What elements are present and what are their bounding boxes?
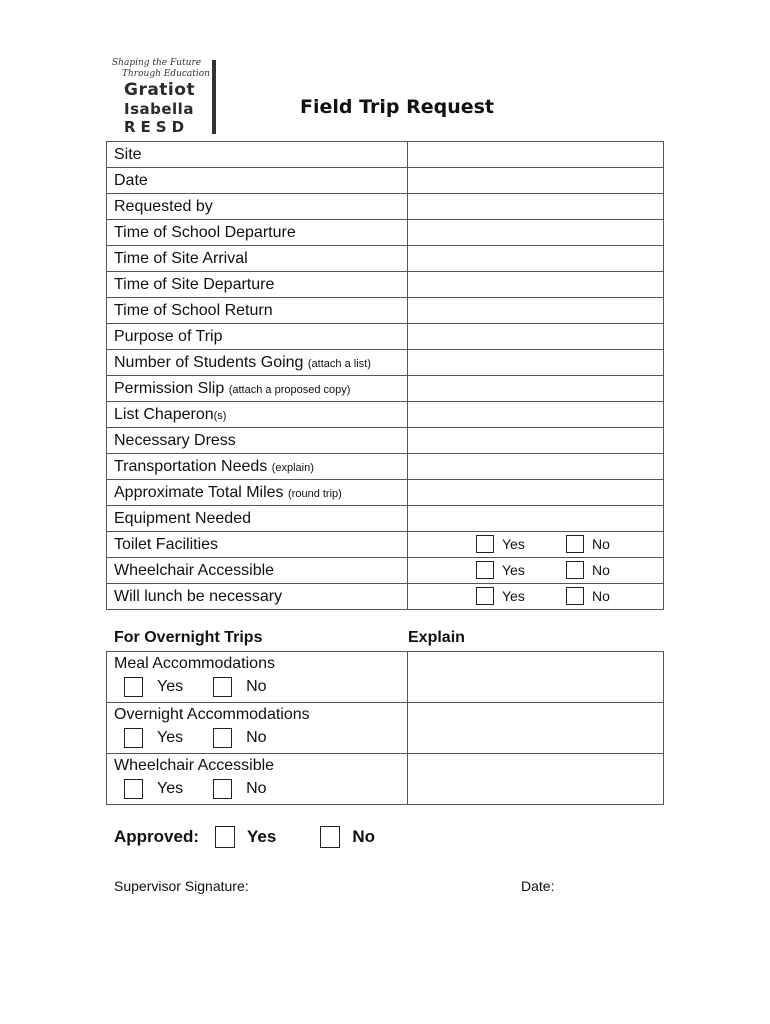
yes-label: Yes bbox=[502, 588, 525, 604]
meal-explain-field[interactable] bbox=[408, 652, 664, 703]
row-label bbox=[107, 454, 408, 480]
logo-name-resd: RESD bbox=[124, 118, 190, 136]
yes-checkbox[interactable] bbox=[476, 587, 494, 605]
yes-option[interactable] bbox=[476, 561, 525, 579]
row-label-text: Transportation Needs bbox=[114, 457, 268, 475]
form-row bbox=[107, 402, 664, 428]
row-label bbox=[107, 428, 408, 454]
overnight-row bbox=[107, 754, 664, 805]
overnight-row bbox=[107, 652, 664, 703]
row-note: (attach a list) bbox=[307, 357, 371, 370]
row-label: Wheelchair Accessible bbox=[107, 558, 408, 584]
date-label: Date: bbox=[521, 878, 555, 894]
row-note: (explain) bbox=[271, 461, 314, 474]
yes-checkbox[interactable] bbox=[476, 535, 494, 553]
approved-label: Approved: bbox=[114, 827, 199, 846]
form-row bbox=[107, 142, 664, 168]
no-checkbox[interactable] bbox=[213, 779, 232, 799]
site-departure-field[interactable] bbox=[408, 272, 664, 298]
site-arrival-field[interactable] bbox=[408, 246, 664, 272]
overnight-item bbox=[107, 652, 408, 703]
no-label: No bbox=[592, 536, 610, 552]
yes-label: Yes bbox=[502, 562, 525, 578]
no-option[interactable] bbox=[566, 561, 610, 579]
number-of-students-field[interactable] bbox=[408, 350, 664, 376]
yes-no-cell bbox=[408, 584, 664, 610]
approved-no-checkbox[interactable] bbox=[320, 826, 340, 848]
yes-label: Yes bbox=[157, 729, 184, 746]
overnight-item-label: Meal Accommodations bbox=[114, 655, 275, 672]
accommodations-explain-field[interactable] bbox=[408, 703, 664, 754]
row-label bbox=[107, 402, 408, 428]
logo-name-gratiot: Gratiot bbox=[124, 80, 196, 100]
permission-slip-field[interactable] bbox=[408, 376, 664, 402]
no-checkbox[interactable] bbox=[566, 535, 584, 553]
row-label bbox=[107, 480, 408, 506]
overnight-item bbox=[107, 703, 408, 754]
logo-divider-bar bbox=[212, 60, 216, 134]
yes-no-row bbox=[107, 532, 664, 558]
row-label-text: Equipment Needed bbox=[114, 509, 251, 527]
form-row bbox=[107, 428, 664, 454]
row-label-text: Purpose of Trip bbox=[114, 327, 223, 345]
form-row bbox=[107, 480, 664, 506]
form-row bbox=[107, 298, 664, 324]
row-label: Toilet Facilities bbox=[107, 532, 408, 558]
form-row bbox=[107, 350, 664, 376]
row-label-text: Time of Site Departure bbox=[114, 275, 275, 293]
gratiot-isabella-resd-logo bbox=[112, 58, 216, 134]
yes-label: Yes bbox=[157, 678, 184, 695]
row-label-text: Time of School Return bbox=[114, 301, 273, 319]
row-label bbox=[107, 246, 408, 272]
form-row bbox=[107, 454, 664, 480]
purpose-field[interactable] bbox=[408, 324, 664, 350]
yes-no-cell bbox=[408, 558, 664, 584]
overnight-table bbox=[106, 651, 664, 805]
row-note: (attach a proposed copy) bbox=[228, 383, 351, 396]
chaperon-field[interactable] bbox=[408, 402, 664, 428]
approval-section bbox=[114, 826, 375, 848]
row-label bbox=[107, 168, 408, 194]
row-label-text: Time of School Departure bbox=[114, 223, 296, 241]
yes-label: Yes bbox=[502, 536, 525, 552]
yes-checkbox[interactable] bbox=[476, 561, 494, 579]
row-label bbox=[107, 506, 408, 532]
approved-yes-label: Yes bbox=[247, 827, 277, 846]
form-row bbox=[107, 272, 664, 298]
logo-tagline bbox=[112, 58, 210, 80]
row-label bbox=[107, 350, 408, 376]
wheelchair-explain-field[interactable] bbox=[408, 754, 664, 805]
no-checkbox[interactable] bbox=[566, 587, 584, 605]
no-option[interactable] bbox=[566, 535, 610, 553]
supervisor-signature-label: Supervisor Signature: bbox=[114, 878, 249, 894]
row-label: Will lunch be necessary bbox=[107, 584, 408, 610]
explain-heading: Explain bbox=[408, 629, 465, 646]
row-label-text: Site bbox=[114, 145, 142, 163]
overnight-options bbox=[114, 728, 400, 748]
logo-name-isabella: Isabella bbox=[124, 100, 194, 118]
no-checkbox[interactable] bbox=[566, 561, 584, 579]
requested-by-field[interactable] bbox=[408, 194, 664, 220]
no-label: No bbox=[592, 588, 610, 604]
yes-checkbox[interactable] bbox=[124, 677, 143, 697]
yes-checkbox[interactable] bbox=[124, 728, 143, 748]
row-label-text: Date bbox=[114, 171, 148, 189]
form-row bbox=[107, 194, 664, 220]
yes-checkbox[interactable] bbox=[124, 779, 143, 799]
total-miles-field[interactable] bbox=[408, 480, 664, 506]
no-option[interactable] bbox=[566, 587, 610, 605]
row-label-text: Approximate Total Miles bbox=[114, 483, 284, 501]
page-title: Field Trip Request bbox=[300, 96, 494, 118]
row-label bbox=[107, 376, 408, 402]
row-label-text: Requested by bbox=[114, 197, 213, 215]
form-row bbox=[107, 506, 664, 532]
transportation-field[interactable] bbox=[408, 454, 664, 480]
site-field[interactable] bbox=[408, 142, 664, 168]
no-label: No bbox=[592, 562, 610, 578]
row-label bbox=[107, 324, 408, 350]
approved-yes-checkbox[interactable] bbox=[215, 826, 235, 848]
overnight-row bbox=[107, 703, 664, 754]
form-row bbox=[107, 220, 664, 246]
row-note: (s) bbox=[213, 409, 227, 422]
form-row bbox=[107, 324, 664, 350]
form-row bbox=[107, 376, 664, 402]
yes-no-cell bbox=[408, 532, 664, 558]
row-label-text: Number of Students Going bbox=[114, 353, 304, 371]
yes-option[interactable] bbox=[476, 587, 525, 605]
overnight-options bbox=[114, 779, 400, 799]
school-departure-field[interactable] bbox=[408, 220, 664, 246]
row-label-text: Necessary Dress bbox=[114, 431, 236, 449]
row-label bbox=[107, 220, 408, 246]
school-return-field[interactable] bbox=[408, 298, 664, 324]
row-label bbox=[107, 194, 408, 220]
logo-tagline-line-1: Shaping the Future bbox=[112, 58, 202, 68]
form-row bbox=[107, 168, 664, 194]
row-label bbox=[107, 272, 408, 298]
overnight-item-label: Wheelchair Accessible bbox=[114, 757, 275, 774]
yes-option[interactable] bbox=[476, 535, 525, 553]
row-label bbox=[107, 298, 408, 324]
approved-no-label: No bbox=[352, 827, 375, 846]
date-field[interactable] bbox=[408, 168, 664, 194]
no-checkbox[interactable] bbox=[213, 728, 232, 748]
necessary-dress-field[interactable] bbox=[408, 428, 664, 454]
equipment-field[interactable] bbox=[408, 506, 664, 532]
overnight-heading: For Overnight Trips bbox=[114, 629, 263, 646]
no-label: No bbox=[246, 780, 267, 797]
request-form-table bbox=[106, 141, 664, 610]
overnight-item bbox=[107, 754, 408, 805]
no-checkbox[interactable] bbox=[213, 677, 232, 697]
row-label-text: Permission Slip bbox=[114, 379, 225, 397]
form-row bbox=[107, 246, 664, 272]
logo-tagline-line-2: Through Education bbox=[122, 69, 210, 79]
overnight-item-label: Overnight Accommodations bbox=[114, 706, 310, 723]
row-note: (round trip) bbox=[288, 487, 342, 500]
row-label-text: Time of Site Arrival bbox=[114, 249, 248, 267]
yes-no-row bbox=[107, 584, 664, 610]
yes-label: Yes bbox=[157, 780, 184, 797]
overnight-options bbox=[114, 677, 400, 697]
no-label: No bbox=[246, 678, 267, 695]
yes-no-row bbox=[107, 558, 664, 584]
row-label-text: List Chaperon bbox=[114, 405, 214, 423]
no-label: No bbox=[246, 729, 267, 746]
row-label bbox=[107, 142, 408, 168]
